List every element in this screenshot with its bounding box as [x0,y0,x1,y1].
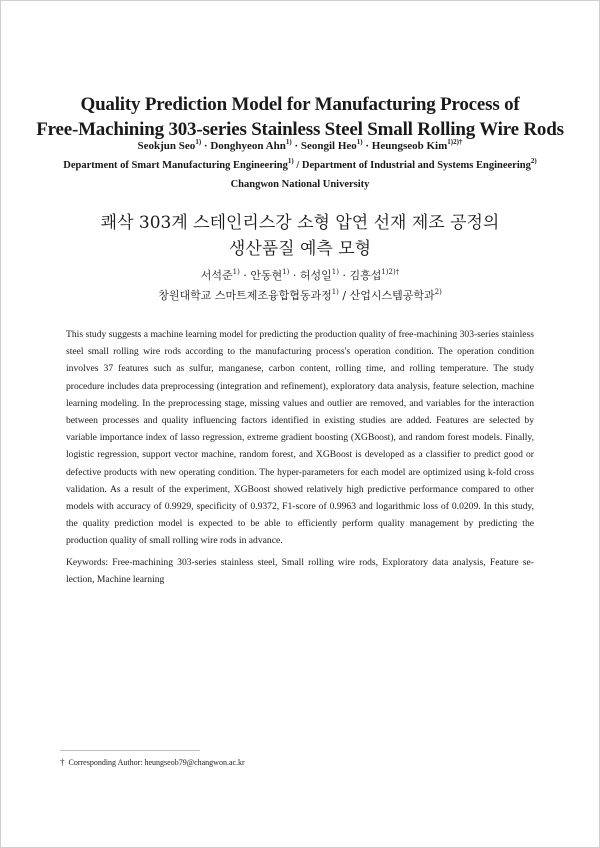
footnote-text: Corresponding Author: heungseob79@changwon.ac.kr [68,758,245,767]
department-ko-2: 산업시스템공학과 [349,289,435,302]
title-line-1: Quality Prediction Model for Manufacturing Process of [80,94,520,115]
author-mark: 1) [232,268,240,276]
author-name: Donghyeon Ahn [210,140,286,152]
department-2-mark: 2) [530,157,537,165]
affiliation-departments [20,156,580,175]
author-name: Heungseob Kim [371,140,448,152]
author-mark: 1) [282,268,290,276]
author-separator: · [201,140,211,152]
author-mark: 1) [285,138,292,146]
affiliation-slash: / [338,289,350,302]
department-1: Department of Smart Manufacturing Engineering [63,160,288,171]
department-ko-1: 창원대학교 스마트제조융합협동과정 [158,289,332,302]
author-name: Seongil Heo [300,140,357,152]
author-list-korean [20,268,580,283]
paper-title-english [20,92,580,142]
author-name-ko: 김흥섭 [349,269,382,282]
university-name: Changwon National University [230,179,370,190]
abstract-paragraph: This study suggests a machine learning model for predicting the production quality of free-machining 303-series stainless steel small rolling wire rods according to the manufacturing process's operation condition. The operation condition involves 37 features such as sulfur, manganese, carbon content, rolling time, and rolling temperature. The study procedure includes data preprocessing (integration and refinement), exploratory data analysis, feature selection, machine learning modeling. In the preprocessing stage, missing values and outlier are removed, and variables for the interaction between processes and quality influencing factors identified in existing studies are added. Features are selected by variable importance index of lasso regression, extreme gradient boosting (XGBoost), and random forest models. Finally, logistic regression, support vector machine, random forest, and XGBoost is developed as a classifier to predict good or defective products with new operating condition. The hyper-parameters for each model are optimized using k-fold cross validation. As a result of the experiment, XGBoost showed relatively high predictive performance compared to other models with accuracy of 0.9929, specificity of 0.9372, F1-score of 0.9963 and logarithmic loss of 0.0209. In this study, the quality prediction model is expected to be able to efficiently perform quality management by predicting the production quality of small rolling wire rods in advance. [66,329,534,547]
author-separator: · [291,140,301,152]
title-ko-line-1: 쾌삭 303계 스테인리스강 소형 압연 선재 제조 공정의 [100,213,500,233]
author-separator: · [239,269,251,282]
department-ko-1-mark: 1) [331,288,339,296]
author-name-ko: 허성일 [299,269,332,282]
department-2: Department of Industrial and Systems Engineering [301,160,531,171]
author-mark: 1) [195,138,202,146]
author-mark: 1)2)† [381,268,400,276]
keywords-paragraph: Keywords: Free-machining 303-series stainless steel, Small rolling wire rods, Exploratory data analysis, Feature selection, Machine learning [66,557,534,586]
footnote-divider [60,750,200,751]
author-separator: · [362,140,372,152]
author-separator: · [338,269,350,282]
author-mark: 1) [331,268,339,276]
affiliation-english [20,156,580,194]
department-1-mark: 1) [287,157,294,165]
author-separator: · [289,269,300,282]
author-mark: 1) [356,138,363,146]
paper-title-korean [20,210,580,262]
corresponding-author-footnote [60,757,245,768]
author-mark: 1)2)† [447,138,463,146]
author-list-english [20,139,580,154]
affiliation-slash: / [293,160,302,171]
title-ko-line-2: 생산품질 예측 모형 [228,239,372,259]
dagger-mark: † [60,757,65,767]
author-name-ko: 서석준 [200,269,233,282]
department-ko-2-mark: 2) [434,288,442,296]
author-name: Seokjun Seo [137,140,196,152]
title-line-2: Free-Machining 303-series Stainless Steel Small Rolling Wire Rods [36,119,564,140]
author-name-ko: 안동현 [250,269,283,282]
affiliation-korean [20,288,580,303]
